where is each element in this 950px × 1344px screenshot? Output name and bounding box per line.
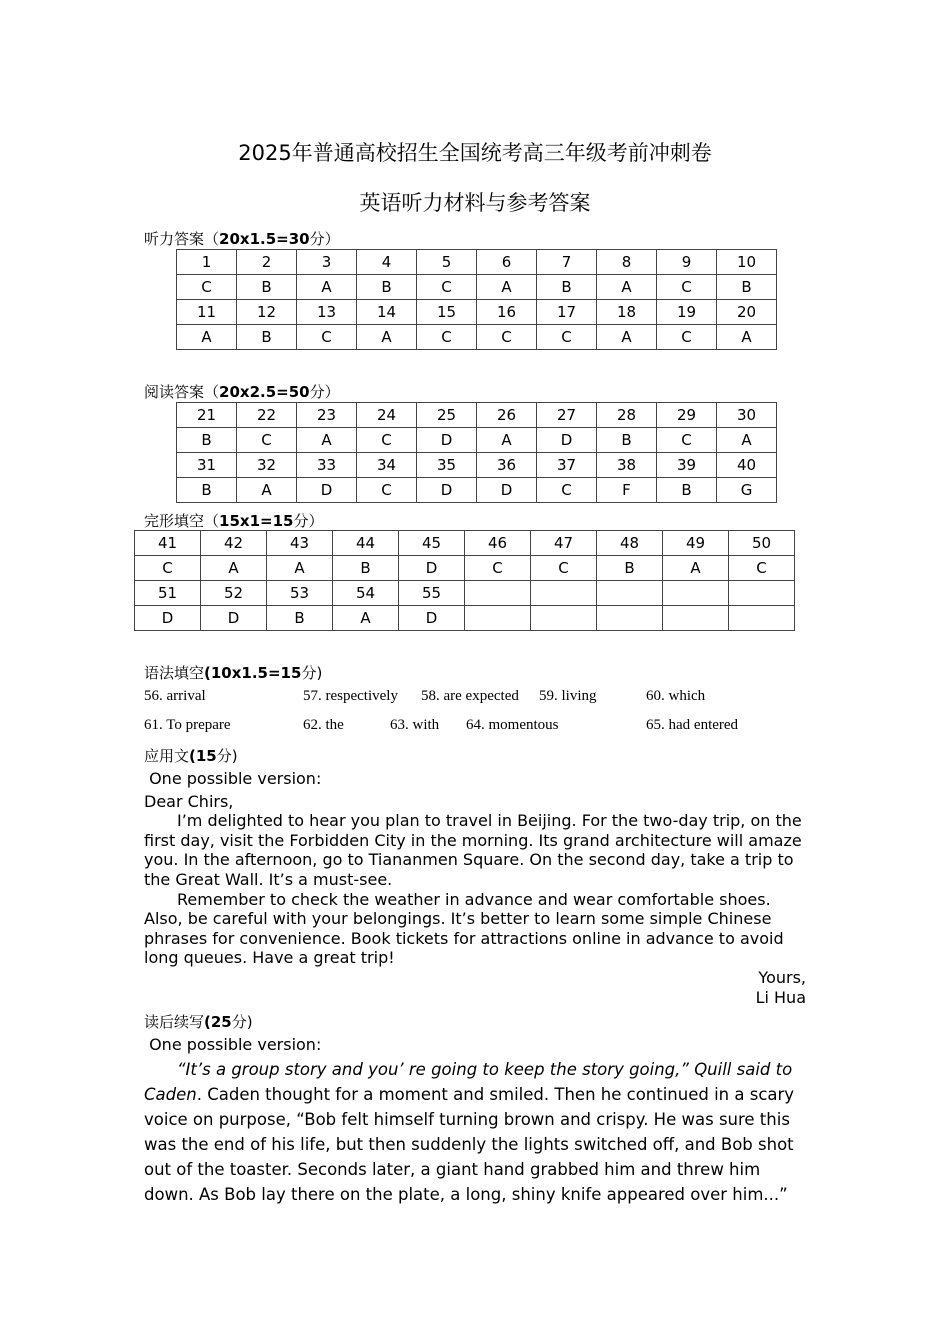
answer-cell: B xyxy=(237,275,297,300)
answer-cell: F xyxy=(597,478,657,503)
question-number-cell: 44 xyxy=(333,531,399,556)
question-number-cell: 37 xyxy=(537,453,597,478)
question-number-cell xyxy=(597,581,663,606)
question-number-cell: 1 xyxy=(177,250,237,275)
answer-cell: C xyxy=(657,325,717,350)
answer-cell: C xyxy=(177,275,237,300)
question-number-cell xyxy=(663,581,729,606)
answer-cell xyxy=(465,606,531,631)
question-number-cell: 30 xyxy=(717,403,777,428)
answer-cell: A xyxy=(477,428,537,453)
question-number-cell: 40 xyxy=(717,453,777,478)
question-number-cell: 33 xyxy=(297,453,357,478)
grammar-item: 60. which xyxy=(646,688,706,704)
question-number-cell: 35 xyxy=(417,453,477,478)
question-number-cell: 41 xyxy=(135,531,201,556)
question-number-cell: 6 xyxy=(477,250,537,275)
question-number-cell: 3 xyxy=(297,250,357,275)
question-number-cell: 27 xyxy=(537,403,597,428)
answer-row xyxy=(177,403,777,428)
cloze-heading: 完形填空（15x1=15分） xyxy=(144,512,324,530)
grammar-item: 59. living xyxy=(539,688,597,704)
question-number-cell: 21 xyxy=(177,403,237,428)
question-number-cell: 42 xyxy=(201,531,267,556)
answer-cell: D xyxy=(417,428,477,453)
answer-cell xyxy=(531,606,597,631)
question-number-cell: 4 xyxy=(357,250,417,275)
question-number-cell: 19 xyxy=(657,300,717,325)
answer-cell: B xyxy=(237,325,297,350)
answer-row xyxy=(135,556,795,581)
question-number-cell xyxy=(531,581,597,606)
answer-row xyxy=(135,606,795,631)
answer-cell: A xyxy=(333,606,399,631)
answer-cell: B xyxy=(657,478,717,503)
question-number-cell: 14 xyxy=(357,300,417,325)
answer-row xyxy=(135,581,795,606)
answer-cell: C xyxy=(465,556,531,581)
answer-cell: D xyxy=(201,606,267,631)
letter-closing: Yours, xyxy=(758,967,806,987)
question-number-cell: 55 xyxy=(399,581,465,606)
answer-cell: C xyxy=(357,428,417,453)
answer-cell: D xyxy=(399,606,465,631)
answer-cell: C xyxy=(729,556,795,581)
question-number-cell: 9 xyxy=(657,250,717,275)
answer-cell: D xyxy=(399,556,465,581)
answer-cell: A xyxy=(297,275,357,300)
answer-cell: G xyxy=(717,478,777,503)
question-number-cell: 31 xyxy=(177,453,237,478)
writing-heading: 应用文(15分) xyxy=(144,747,238,765)
answer-cell: D xyxy=(477,478,537,503)
question-number-cell: 38 xyxy=(597,453,657,478)
writing-intro: One possible version: xyxy=(144,769,322,788)
answer-cell: A xyxy=(477,275,537,300)
answer-cell: C xyxy=(531,556,597,581)
answer-row xyxy=(177,325,777,350)
continuation-heading: 读后续写(25分) xyxy=(144,1013,253,1031)
answer-cell: B xyxy=(537,275,597,300)
answer-cell: A xyxy=(177,325,237,350)
question-number-cell: 26 xyxy=(477,403,537,428)
question-number-cell: 51 xyxy=(135,581,201,606)
answer-row xyxy=(177,428,777,453)
grammar-item: 61. To prepare xyxy=(144,717,231,733)
continuation-body: . Caden thought for a moment and smiled. Then he continued in a scary voice on purpose, “Bob felt himself turning brown and crispy. He was sure this was the end of his life, but then suddenly the lights switched off, and Bob shot out of the toaster. Seconds later, a giant hand grabbed him and threw him down. As Bob lay there on the plate, a long, shiny knife appeared over him...” xyxy=(144,1085,795,1204)
page-title: 2025年普通高校招生全国统考高三年级考前冲刺卷 xyxy=(238,141,712,165)
question-number-cell: 12 xyxy=(237,300,297,325)
listening-heading: 听力答案（20x1.5=30分） xyxy=(144,230,340,248)
question-number-cell: 36 xyxy=(477,453,537,478)
answer-cell: C xyxy=(357,478,417,503)
question-number-cell: 34 xyxy=(357,453,417,478)
answer-cell: B xyxy=(357,275,417,300)
answer-cell: C xyxy=(657,428,717,453)
letter-paragraph: I’m delighted to hear you plan to travel in Beijing. For the two-day trip, on the first day, visit the Forbidden City in the morning. Its grand architecture will amaze you. In the afternoon, go to Tiananmen Square. On the second day, take a trip to the Great Wall. It’s a must-see. xyxy=(144,811,802,889)
answer-cell: A xyxy=(237,478,297,503)
answer-cell: D xyxy=(297,478,357,503)
question-number-cell: 39 xyxy=(657,453,717,478)
question-number-cell xyxy=(465,581,531,606)
answer-cell: D xyxy=(537,428,597,453)
answer-cell: C xyxy=(135,556,201,581)
answer-cell: A xyxy=(297,428,357,453)
grammar-item: 56. arrival xyxy=(144,688,206,704)
question-number-cell: 20 xyxy=(717,300,777,325)
question-number-cell: 25 xyxy=(417,403,477,428)
answer-cell: A xyxy=(597,325,657,350)
answer-cell xyxy=(663,606,729,631)
question-number-cell: 18 xyxy=(597,300,657,325)
question-number-cell: 32 xyxy=(237,453,297,478)
question-number-cell: 24 xyxy=(357,403,417,428)
writing-sample-letter xyxy=(144,769,806,1007)
question-number-cell: 54 xyxy=(333,581,399,606)
answer-cell: C xyxy=(417,325,477,350)
question-number-cell: 22 xyxy=(237,403,297,428)
answer-cell: C xyxy=(537,478,597,503)
letter-salutation: Dear Chirs, xyxy=(144,791,234,811)
question-number-cell xyxy=(729,581,795,606)
continuation-intro xyxy=(144,1035,806,1055)
question-number-cell: 28 xyxy=(597,403,657,428)
question-number-cell: 29 xyxy=(657,403,717,428)
answer-cell xyxy=(729,606,795,631)
answer-cell: C xyxy=(417,275,477,300)
answer-cell: B xyxy=(267,606,333,631)
answer-cell: A xyxy=(717,325,777,350)
answer-cell: A xyxy=(357,325,417,350)
question-number-cell: 8 xyxy=(597,250,657,275)
grammar-heading: 语法填空(10x1.5=15分) xyxy=(144,664,323,682)
answer-row xyxy=(177,478,777,503)
answer-row xyxy=(177,453,777,478)
question-number-cell: 52 xyxy=(201,581,267,606)
question-number-cell: 50 xyxy=(729,531,795,556)
grammar-item: 62. the xyxy=(303,717,344,733)
answer-row xyxy=(177,300,777,325)
answer-cell: B xyxy=(597,556,663,581)
answer-cell: B xyxy=(333,556,399,581)
grammar-item: 64. momentous xyxy=(466,717,559,733)
question-number-cell: 17 xyxy=(537,300,597,325)
question-number-cell: 23 xyxy=(297,403,357,428)
answer-cell: C xyxy=(237,428,297,453)
letter-paragraph: Remember to check the weather in advance and wear comfortable shoes. Also, be careful with your belongings. It’s better to learn some simple Chinese phrases for convenience. Book tickets for attractions online in advance to avoid long queues. Have a great trip! xyxy=(144,889,784,968)
continuation-intro-text: One possible version: xyxy=(144,1035,322,1054)
page-subtitle: 英语听力材料与参考答案 xyxy=(359,191,591,215)
grammar-item: 63. with xyxy=(390,717,440,733)
question-number-cell: 43 xyxy=(267,531,333,556)
question-number-cell: 45 xyxy=(399,531,465,556)
answer-cell: A xyxy=(597,275,657,300)
question-number-cell: 46 xyxy=(465,531,531,556)
question-number-cell: 47 xyxy=(531,531,597,556)
question-number-cell: 48 xyxy=(597,531,663,556)
answer-cell: A xyxy=(201,556,267,581)
question-number-cell: 49 xyxy=(663,531,729,556)
question-number-cell: 7 xyxy=(537,250,597,275)
question-number-cell: 15 xyxy=(417,300,477,325)
letter-signature: Li Hua xyxy=(755,987,806,1007)
answer-cell xyxy=(597,606,663,631)
question-number-cell: 13 xyxy=(297,300,357,325)
answer-cell: B xyxy=(597,428,657,453)
reading-heading: 阅读答案（20x2.5=50分） xyxy=(144,383,340,401)
answer-cell: C xyxy=(657,275,717,300)
continuation-quote: “It’s a group story and you’ re going to keep the story going,” Quill said to Caden xyxy=(144,1060,793,1104)
question-number-cell: 10 xyxy=(717,250,777,275)
answer-cell: A xyxy=(267,556,333,581)
answer-cell: B xyxy=(177,478,237,503)
question-number-cell: 16 xyxy=(477,300,537,325)
question-number-cell: 53 xyxy=(267,581,333,606)
grammar-item: 58. are expected xyxy=(421,688,519,704)
grammar-item: 57. respectively xyxy=(303,688,398,704)
cloze-answer-table xyxy=(134,530,795,631)
answer-cell: C xyxy=(297,325,357,350)
answer-cell: A xyxy=(717,428,777,453)
question-number-cell: 2 xyxy=(237,250,297,275)
answer-row xyxy=(177,275,777,300)
answer-row xyxy=(135,531,795,556)
listening-answer-table xyxy=(176,249,777,350)
answer-cell: B xyxy=(177,428,237,453)
answer-cell: C xyxy=(477,325,537,350)
answer-cell: D xyxy=(417,478,477,503)
continuation-sample xyxy=(144,1057,806,1207)
answer-cell: A xyxy=(663,556,729,581)
answer-row xyxy=(177,250,777,275)
answer-cell: B xyxy=(717,275,777,300)
answer-cell: C xyxy=(537,325,597,350)
grammar-item: 65. had entered xyxy=(646,717,739,733)
question-number-cell: 11 xyxy=(177,300,237,325)
question-number-cell: 5 xyxy=(417,250,477,275)
answer-cell: D xyxy=(135,606,201,631)
reading-answer-table xyxy=(176,402,777,503)
